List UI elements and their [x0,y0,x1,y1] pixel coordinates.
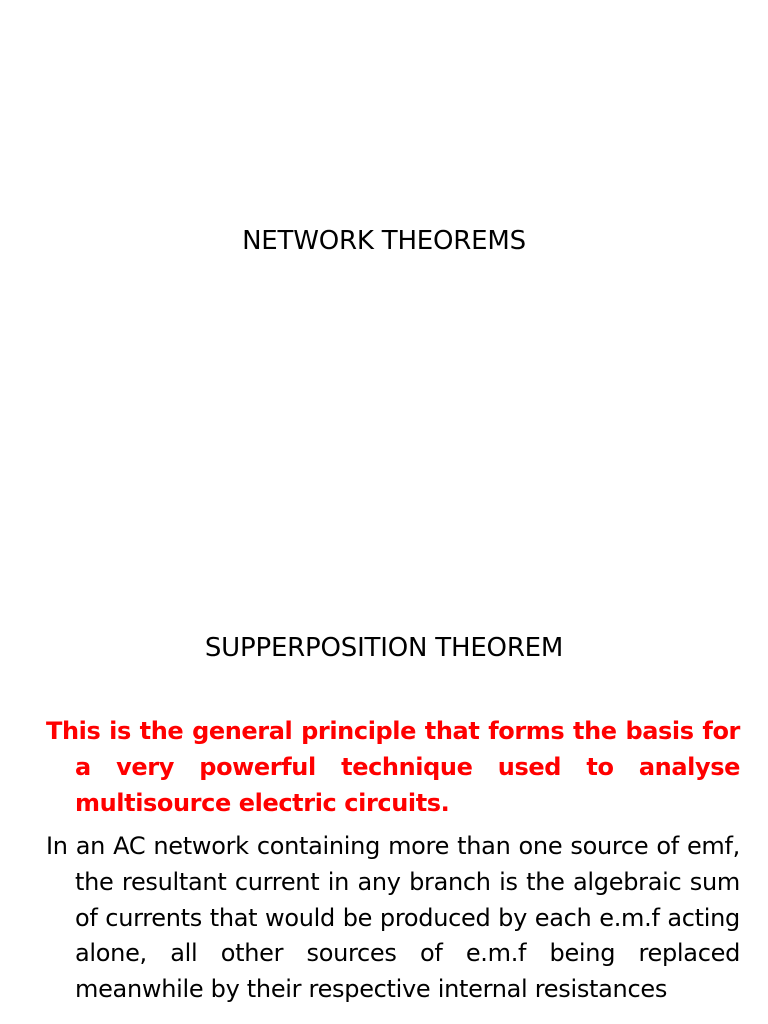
body-paragraph: In an AC network containing more than one source of emf, the resultant current in any branch is the algebraic sum of currents that would be produced by each e.m.f acting alone, all other sources of e.m.f being replaced meanwhile by their respective internal resistances [46,832,740,1004]
section-title: SUPPERPOSITION THEOREM [204,633,564,663]
page-title: NETWORK THEOREMS [242,226,526,256]
highlight-paragraph: This is the general principle that forms the basis for a very powerful technique used to analyse multisource electric circuits. [46,717,740,817]
